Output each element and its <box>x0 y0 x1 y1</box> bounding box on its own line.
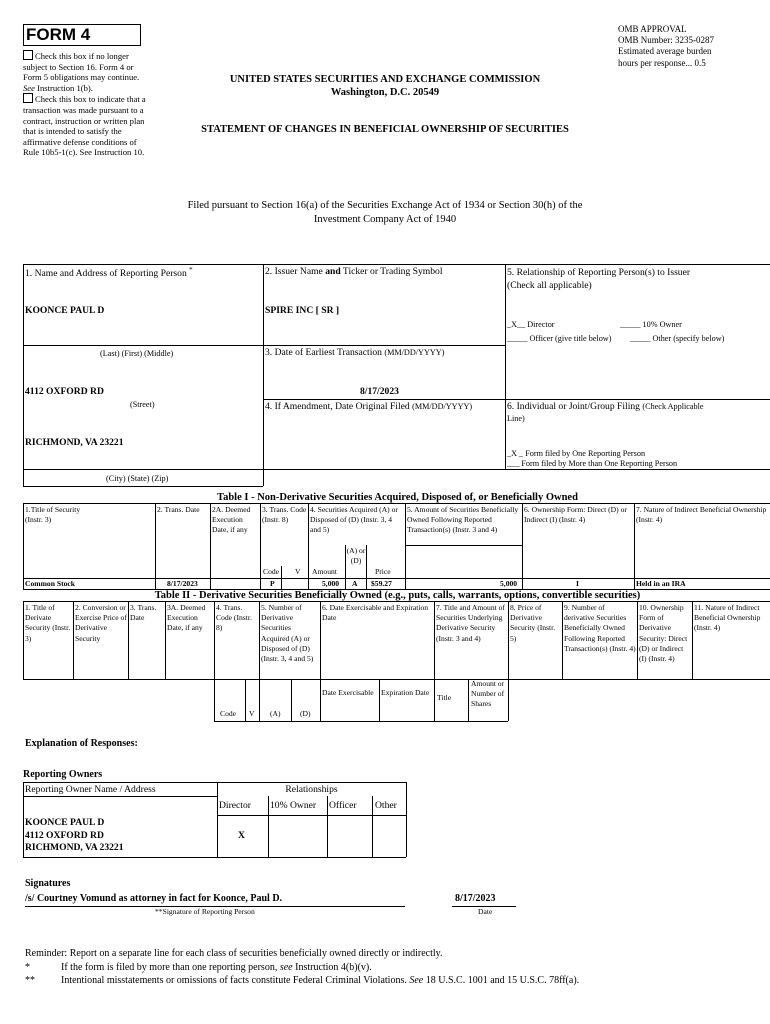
t2-header-ownership-form: 10. Ownership Form of Derivative Security: Direct (D) or Indirect (I) (Instr. 4) <box>639 603 688 664</box>
footnote-star: * <box>25 962 30 973</box>
t1-sub-code: Code <box>263 567 280 576</box>
t2-header-number: 5. Number of Derivative Securities Acquired (A) or Disposed of (D) (Instr. 3, 4 and 5) <box>261 603 314 664</box>
rule-10b5-note: Check this box to indicate that a transaction was made pursuant to a contract, instruction or written plan that is intended to satisfy the affirmative defense conditions of Rule 10b5-1(c). See Instruction 10. <box>23 94 146 158</box>
t2-sub-v: V <box>249 709 255 718</box>
name-hint: (Last) (First) (Middle) <box>100 349 174 358</box>
t1-header-ownership-form: 6. Ownership Form: Direct (D) or Indirect (I) (Instr. 4) <box>524 505 627 525</box>
footnote-2: Intentional misstatements or omissions of facts constitute Federal Criminal Violations. See 18 U.S.C. 1001 and 15 U.S.C. 78ff(a). <box>61 975 580 986</box>
box1-label: 1. Name and Address of Reporting Person * <box>25 266 193 280</box>
t2-sub-date-exercisable: Date Exercisable <box>322 688 374 697</box>
t2-header-title: 1. Title of Derivate Security (Instr. 3) <box>25 603 71 643</box>
t2-sub-code: Code <box>220 709 237 718</box>
footnote-double-star: ** <box>25 975 35 986</box>
signature-label: **Signature of Reporting Person <box>155 907 255 916</box>
filing-option-one: _X _ Form filed by One Reporting Person <box>507 449 646 458</box>
reporting-owners-heading: Reporting Owners <box>23 769 103 780</box>
signer-text: /s/ Courtney Vomund as attorney in fact for Koonce, Paul D. <box>25 893 283 904</box>
issuer-name: SPIRE INC [ SR ] <box>265 305 340 316</box>
t2-header-underlying: 7. Title and Amount of Securities Underlying Derivative Security (Instr. 3 and 4) <box>436 603 505 643</box>
t1-row-aord: A <box>352 579 358 588</box>
t2-header-code: 4. Trans. Code (Instr. 8) <box>216 603 252 633</box>
table1-title: Table I - Non-Derivative Securities Acquired, Disposed of, or Beneficially Owned <box>217 492 578 503</box>
reporting-person-street: 4112 OXFORD RD <box>25 386 104 397</box>
t2-header-exercisable: 6. Date Exercisable and Expiration Date <box>322 603 429 623</box>
table2-title: Table II - Derivative Securities Beneficially Owned (e.g., puts, calls, warrants, options, convertible securities) <box>154 590 641 601</box>
other-option: _____ Other (specify below) <box>630 334 725 343</box>
t2-header-owned: 9. Number of derivative Securities Beneficially Owned Following Reported Transaction(s) (Instr. 4) <box>564 603 636 653</box>
t1-row-code: P <box>270 579 275 588</box>
owners-col-name: Reporting Owner Name / Address <box>25 784 156 795</box>
t1-header-nature: 7. Nature of Indirect Beneficial Ownership (Instr. 4) <box>636 505 767 525</box>
rule-10b5-checkbox[interactable] <box>23 93 33 103</box>
t2-header-price: 8. Price of Derivative Security (Instr. 5) <box>510 603 556 643</box>
t2-sub-expiration: Expiration Date <box>381 688 430 697</box>
t1-sub-aord: (A) or (D) <box>346 546 366 566</box>
t1-sub-amount: Amount <box>312 567 337 576</box>
box4-label: 4. If Amendment, Date Original Filed (MM/DD/YYYY) <box>265 401 473 412</box>
owners-col-other: Other <box>375 800 397 811</box>
t1-header-amount-owned: 5. Amount of Securities Beneficially Owned Following Reported Transaction(s) (Instr. 3 and 4) <box>407 505 519 535</box>
ten-percent-option: _____ 10% Owner <box>620 320 682 329</box>
reporting-person-city: RICHMOND, VA 23221 <box>25 437 124 448</box>
owner-name-address: KOONCE PAUL D 4112 OXFORD RD RICHMOND, VA 23221 <box>25 817 124 853</box>
reminder-text: Reminder: Report on a separate line for each class of securities beneficially owned directly or indirectly. <box>25 948 443 959</box>
date-label: Date <box>478 907 493 916</box>
owners-col-relationships: Relationships <box>285 784 338 795</box>
statement-heading: STATEMENT OF CHANGES IN BENEFICIAL OWNERSHIP OF SECURITIES <box>201 124 569 135</box>
t2-header-deemed: 3A. Deemed Execution Date, if any <box>167 603 206 633</box>
t2-header-nature: 11. Nature of Indirect Beneficial Ownership (Instr. 4) <box>694 603 761 633</box>
signature-date: 8/17/2023 <box>455 893 496 904</box>
officer-option: _____ Officer (give title below) <box>507 334 612 343</box>
owners-col-10pct: 10% Owner <box>270 800 317 811</box>
t2-sub-d: (D) <box>300 709 311 718</box>
t1-row-amount: 5,000 <box>322 579 340 588</box>
t1-header-code: 3. Trans. Code (Instr. 8) <box>262 505 307 525</box>
omb-approval: OMB APPROVAL OMB Number: 3235-0287 Estimated average burden hours per response... 0.5 <box>618 24 714 68</box>
director-option: _X__ Director <box>507 320 555 329</box>
t1-row-date: 8/17/2023 <box>167 579 198 588</box>
city-hint: (City) (State) (Zip) <box>106 474 169 483</box>
t1-row-owned: 5,000 <box>500 579 518 588</box>
street-hint: (Street) <box>130 400 155 409</box>
box6-label: 6. Individual or Joint/Group Filing (Check Applicable Line) <box>507 401 704 423</box>
left-notes <box>23 50 151 158</box>
box3-label: 3. Date of Earliest Transaction (MM/DD/YYYY) <box>265 347 445 358</box>
t2-sub-a: (A) <box>270 709 281 718</box>
box2-label: 2. Issuer Name and Ticker or Trading Symbol <box>265 266 443 277</box>
owners-col-officer: Officer <box>329 800 357 811</box>
t1-header-deemed: 2A. Deemed Execution Date, if any <box>212 505 251 535</box>
t1-row-form: I <box>576 579 579 588</box>
owners-col-director: Director <box>219 800 251 811</box>
t2-header-conversion: 2. Conversion or Exercise Price of Derivative Security <box>75 603 127 643</box>
t1-sub-v: V <box>295 567 301 576</box>
t1-sub-price: Price <box>375 567 391 576</box>
t1-header-acquired: 4. Securities Acquired (A) or Disposed of (D) (Instr. 3, 4 and 5) <box>310 505 398 535</box>
t2-header-date: 3. Trans. Date <box>130 603 157 623</box>
filing-option-multiple: ___ Form filed by More than One Reporting Person <box>507 459 678 468</box>
no-longer-subject-checkbox[interactable] <box>23 50 33 60</box>
t1-row-nature: Held in an IRA <box>636 579 686 588</box>
t2-sub-title: Title <box>437 693 452 702</box>
director-mark: X <box>238 830 245 841</box>
t1-header-title: 1.Title of Security (Instr. 3) <box>25 505 81 525</box>
t2-sub-amount: Amount or Number of Shares <box>471 679 505 709</box>
reporting-person-name: KOONCE PAUL D <box>25 305 105 316</box>
t1-header-date: 2. Trans. Date <box>157 505 200 514</box>
box5-label: 5. Relationship of Reporting Person(s) to Issuer (Check all applicable) <box>507 267 691 291</box>
signatures-heading: Signatures <box>25 878 71 889</box>
footnote-1: If the form is filed by more than one reporting person, see Instruction 4(b)(v). <box>61 962 372 973</box>
agency-heading: UNITED STATES SECURITIES AND EXCHANGE COMMISSION Washington, D.C. 20549 <box>229 74 541 98</box>
earliest-transaction-date: 8/17/2023 <box>360 386 399 397</box>
filed-pursuant: Filed pursuant to Section 16(a) of the Securities Exchange Act of 1934 or Section 30(h) of the Investment Company Act of 1940 <box>187 200 583 225</box>
explanation-heading: Explanation of Responses: <box>25 738 138 749</box>
no-longer-subject-note: Check this box if no longer subject to Section 16. Form 4 or Form 5 obligations may continue. See Instruction 1(b). <box>23 51 140 93</box>
t1-row-price: $59.27 <box>371 579 392 588</box>
t1-row-title: Common Stock <box>25 579 75 588</box>
form-title: FORM 4 <box>23 24 141 46</box>
